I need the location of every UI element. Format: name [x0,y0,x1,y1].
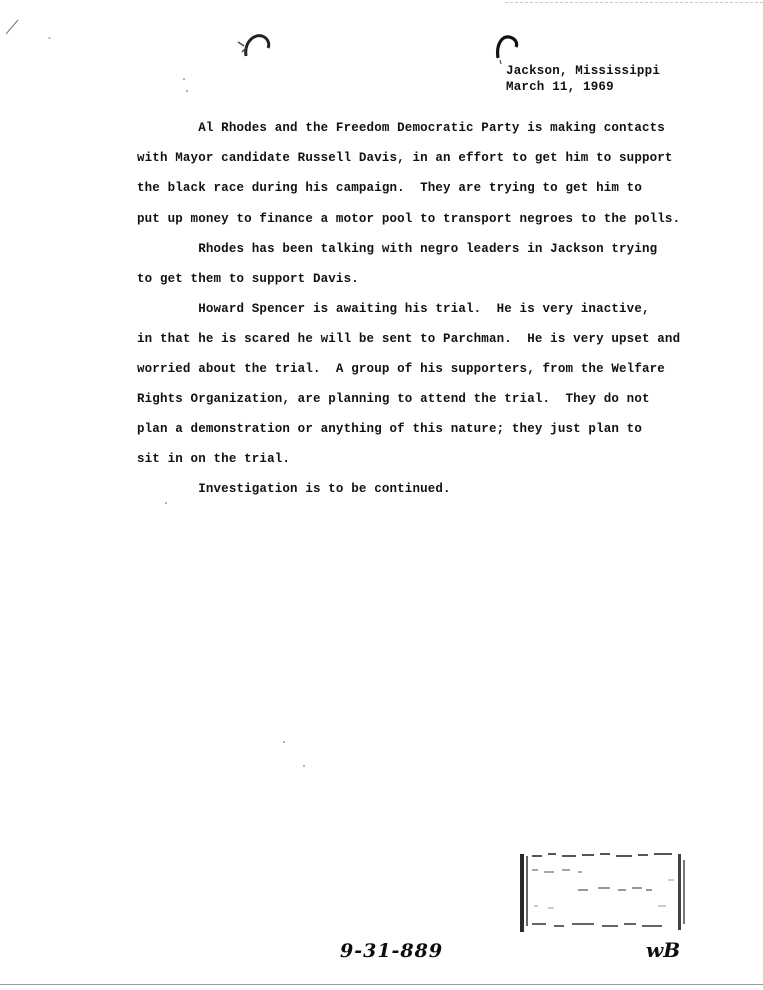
body-line: put up money to finance a motor pool to transport negroes to the polls. [137,212,681,226]
body-line: Rights Organization, are planning to attend the trial. They do not [137,392,650,406]
pencil-mark [4,18,64,48]
body-line: the black race during his campaign. They are trying to get him to [137,181,642,195]
paper-speck [165,502,167,504]
body-line: Howard Spencer is awaiting his trial. He is very inactive, [137,302,650,316]
handwritten-initials: wB [646,938,681,962]
date-line: March 11, 1969 [506,80,614,94]
file-number: 9-31-889 [340,940,444,962]
body-line: Investigation is to be continued. [137,482,451,496]
body-line: plan a demonstration or anything of this nature; they just plan to [137,422,642,436]
file-stamp [518,850,688,936]
paper-speck [183,78,185,80]
bottom-edge-line [0,984,763,985]
top-edge-line [505,2,763,3]
body-line: sit in on the trial. [137,452,291,466]
staple-mark-left [232,30,276,64]
body-line: in that he is scared he will be sent to Parchman. He is very upset and [137,332,681,346]
paper-speck [283,741,285,743]
body-line: Al Rhodes and the Freedom Democratic Party is making contacts [137,121,665,135]
body-line: with Mayor candidate Russell Davis, in an effort to get him to support [137,151,673,165]
city-line: Jackson, Mississippi [506,64,661,78]
dateline [506,63,660,95]
body-line: worried about the trial. A group of his supporters, from the Welfare [137,362,665,376]
paper-speck [303,765,305,767]
body-line: Rhodes has been talking with negro leaders in Jackson trying [137,242,658,256]
paper-speck [186,90,188,92]
body-line: to get them to support Davis. [137,272,359,286]
staple-mark-right [492,32,522,66]
